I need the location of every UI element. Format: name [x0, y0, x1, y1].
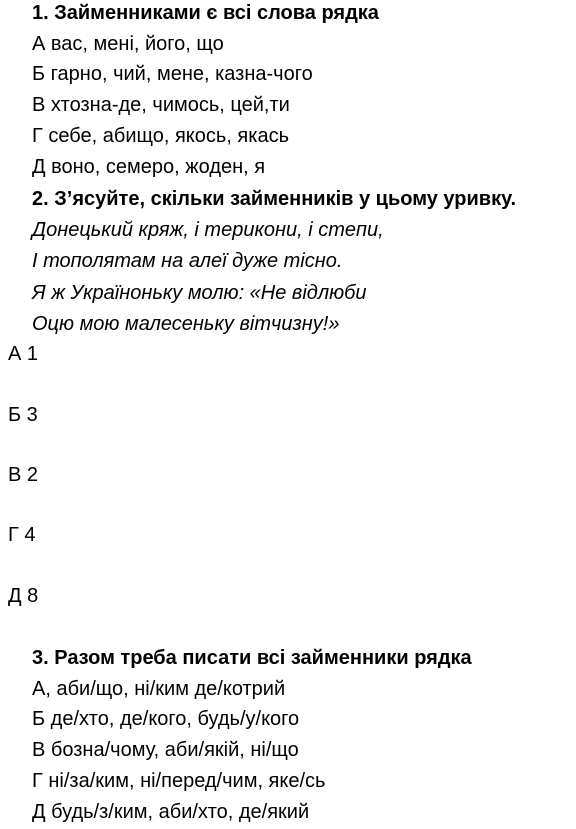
q2-option-c: В 2	[8, 464, 39, 486]
q2-option-b: Б 3	[8, 404, 38, 426]
q1-option-a: А вас, мені, його, що	[32, 33, 224, 55]
poem-line-2: І тополятам на алеї дуже тісно.	[32, 250, 343, 272]
poem-line-3: Я ж Україноньку молю: «Не відлюби	[32, 282, 367, 304]
q3-option-d: Г ні/за/ким, ні/перед/чим, яке/сь	[32, 770, 326, 792]
q1-option-c: В хтозна-де, чимось, цей,ти	[32, 94, 290, 116]
poem-line-1: Донецький кряж, і терикони, і степи,	[32, 219, 384, 241]
q3-option-a: А, аби/що, ні/ким де/котрий	[32, 678, 286, 700]
q2-option-d: Г 4	[8, 524, 36, 546]
q3-option-b: Б де/хто, де/кого, будь/у/кого	[32, 708, 300, 730]
q2-option-a: А 1	[8, 343, 39, 365]
q1-option-e: Д воно, семеро, жоден, я	[32, 156, 266, 178]
poem-line-4: Оцю мою малесеньку вітчизну!»	[32, 313, 340, 335]
q3-option-c: В бозна/чому, аби/якій, ні/що	[32, 739, 299, 761]
q1-option-b: Б гарно, чий, мене, казна-чого	[32, 63, 313, 85]
question-2-title: 2. З’ясуйте, скільки займенників у цьому уривку.	[32, 188, 517, 210]
question-3-title: 3. Разом треба писати всі займенники рядка	[32, 647, 472, 669]
q2-option-e: Д 8	[8, 585, 39, 607]
q3-option-e: Д будь/з/ким, аби/хто, де/який	[32, 801, 310, 823]
q1-option-d: Г себе, абищо, якось, якась	[32, 125, 289, 147]
question-1-title: 1. Займенниками є всі слова рядка	[32, 2, 379, 24]
